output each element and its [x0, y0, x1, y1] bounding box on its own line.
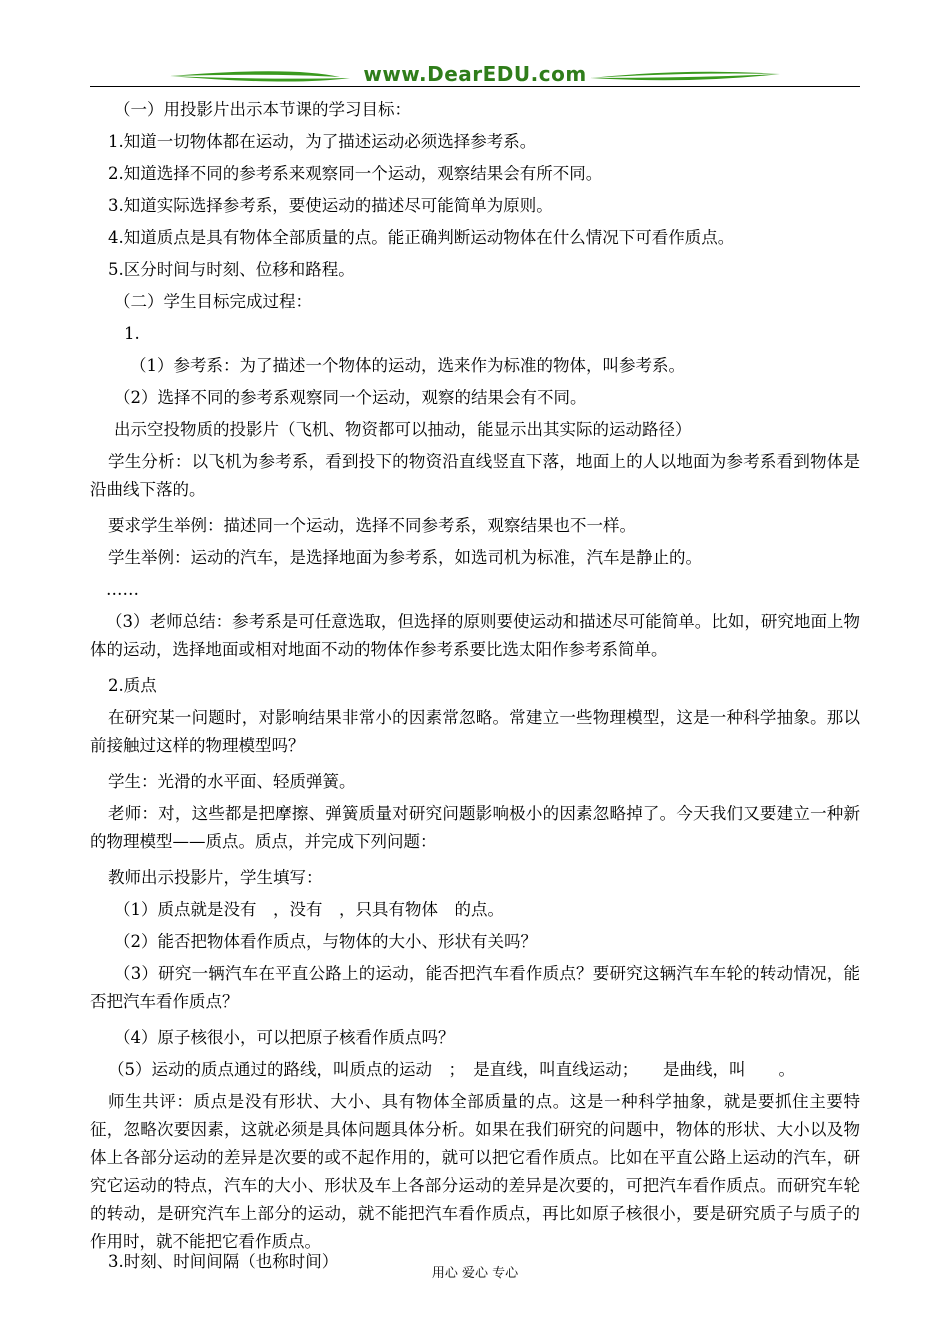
question-item: （2）能否把物体看作质点，与物体的大小、形状有关吗？ [114, 932, 537, 951]
question-item: （4）原子核很小，可以把原子核看作质点吗？ [114, 1028, 455, 1047]
paragraph: 学生举例：运动的汽车，是选择地面为参考系，如选司机为标准，汽车是静止的。 [108, 548, 702, 567]
question-item: （5）运动的质点通过的路线，叫质点的运动 ； 是直线，叫直线运动； 是曲线，叫 。 [108, 1060, 795, 1079]
paragraph: 学生：光滑的水平面、轻质弹簧。 [108, 772, 356, 791]
objective-item: 2.知道选择不同的参考系来观察同一个运动，观察结果会有所不同。 [108, 164, 603, 183]
paragraph: 出示空投物质的投影片（飞机、物资都可以抽动，能显示出其实际的运动路径） [114, 420, 692, 439]
section-heading: 2.质点 [108, 676, 157, 695]
objective-item: 3.知道实际选择参考系，要使运动的描述尽可能简单为原则。 [108, 196, 553, 215]
paragraph: （1）参考系：为了描述一个物体的运动，选来作为标准的物体，叫参考系。 [130, 356, 685, 375]
paragraph: 学生分析：以飞机为参考系，看到投下的物资沿直线竖直下落，地面上的人以地面为参考系看到物体是沿曲线下落的。 [90, 452, 860, 499]
paragraph: 师生共评：质点是没有形状、大小、具有物体全部质量的点。这是一种科学抽象，就是要抓住主要特征，忽略次要因素，这就必须是具体问题具体分析。如果在我们研究的问题中，物体的形状、大小以及物体上各部分运动的差异是次要的或不起作用的，就可以把它看作质点。比如在平直公路上运动的汽车，研究它运动的特点，汽车的大小、形状及车上各部分运动的差异是次要的，可把汽车看作质点。而研究车轮的转动，是研究汽车上部分的运动，就不能把汽车看作质点，再比如原子核很小，要是研究质子与质子的作用时，就不能把它看作质点。 [90, 1092, 860, 1251]
question-item: （1）质点就是没有 ，没有 ，只具有物体 的点。 [114, 900, 504, 919]
objective-item: 5.区分时间与时刻、位移和路程。 [108, 260, 355, 279]
paragraph: （3）老师总结：参考系是可任意选取，但选择的原则要使运动和描述尽可能简单。比如，研究地面上物体的运动，选择地面或相对地面不动的物体作参考系要比选太阳作参考系简单。 [90, 612, 860, 659]
objective-item: 1.知道一切物体都在运动，为了描述运动必须选择参考系。 [108, 132, 537, 151]
page-footer: 用心 爱心 专心 [431, 1266, 519, 1281]
paragraph: 要求学生举例：描述同一个运动，选择不同参考系，观察结果也不一样。 [108, 516, 636, 535]
paragraph: 老师：对，这些都是把摩擦、弹簧质量对研究问题影响极小的因素忽略掉了。今天我们又要建立一种新的物理模型——质点。质点，并完成下列问题： [90, 804, 860, 851]
question-item: （3）研究一辆汽车在平直公路上的运动，能否把汽车看作质点？要研究这辆汽车车轮的转动情况，能否把汽车看作质点？ [90, 964, 860, 1011]
paragraph: 在研究某一问题时，对影响结果非常小的因素常忽略。常建立一些物理模型，这是一种科学抽象。那以前接触过这样的物理模型吗？ [90, 708, 860, 755]
section-heading: 3.时刻、时间间隔（也称时间） [108, 1252, 339, 1271]
site-logo: www.DearEDU.com [363, 62, 587, 86]
paragraph: 教师出示投影片，学生填写： [108, 868, 323, 887]
header-rule [90, 86, 860, 87]
section-heading: （二）学生目标完成过程： [114, 292, 312, 311]
objective-item: 4.知道质点是具有物体全部质量的点。能正确判断运动物体在什么情况下可看作质点。 [108, 228, 735, 247]
ellipsis: …… [106, 580, 139, 599]
section-heading: （一）用投影片出示本节课的学习目标： [114, 100, 411, 119]
paragraph: 1. [124, 324, 140, 343]
page-header [90, 60, 860, 92]
paragraph: （2）选择不同的参考系观察同一个运动，观察的结果会有不同。 [114, 388, 587, 407]
